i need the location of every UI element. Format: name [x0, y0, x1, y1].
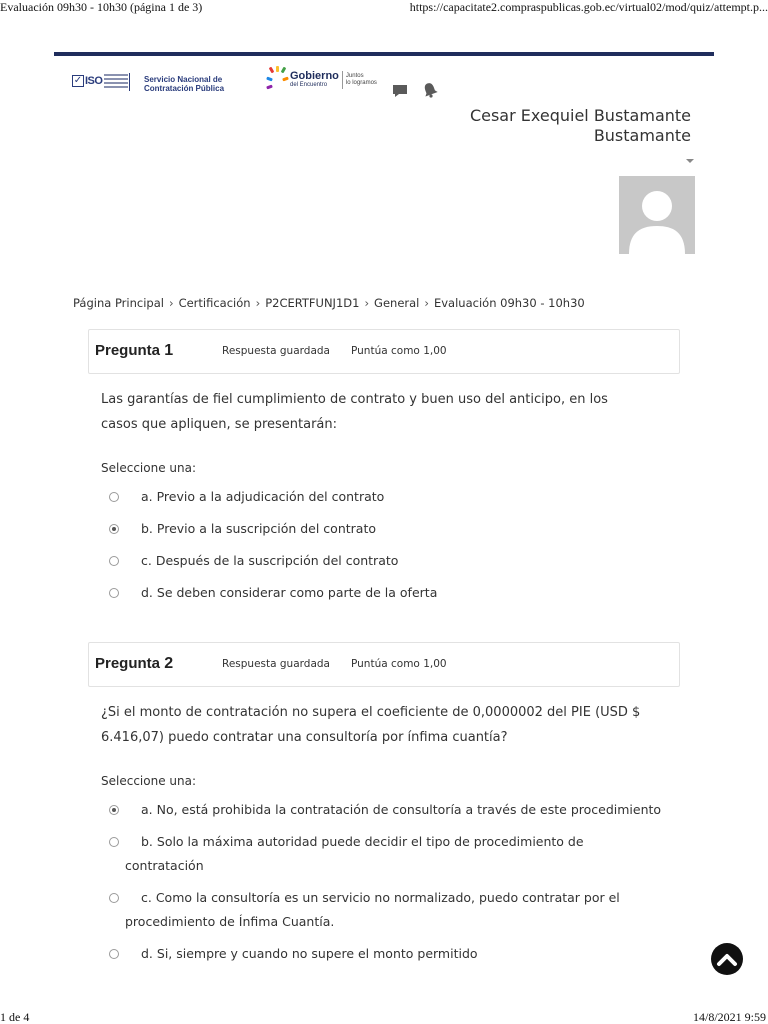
question-2-option-d[interactable]: [108, 942, 668, 966]
avatar[interactable]: [619, 176, 695, 254]
gobierno-logo: [268, 67, 377, 93]
option-label: b. Solo la máxima autoridad puede decidir el tipo de procedimiento de: [141, 834, 584, 849]
question-2-option-b[interactable]: [108, 830, 668, 878]
radio-button[interactable]: [109, 949, 119, 959]
gobierno-motto-2: lo logramos: [345, 80, 377, 86]
iso-label: ISO: [85, 75, 103, 87]
logo-divider: [129, 73, 130, 91]
radio-button[interactable]: [109, 893, 119, 903]
question-2-option-a[interactable]: [108, 798, 668, 822]
chevron-right-icon: ›: [168, 296, 174, 310]
sercop-line-2: Contratación Pública: [144, 84, 225, 93]
gobierno-subtitle: del Encuentro: [290, 82, 328, 88]
question-2-text: ¿Si el monto de contratación no supera el coeficiente de 0,0000002 del PIE (USD $ 6.416,07) puedo contratar una consultoría por ínfima cuantía?: [101, 705, 641, 745]
header-top-bar: [54, 52, 714, 56]
question-2-grade: Puntúa como 1,00: [351, 658, 447, 670]
scroll-to-top-button[interactable]: [711, 943, 743, 975]
bell-icon[interactable]: [422, 82, 438, 98]
option-label: b. Previo a la suscripción del contrato: [141, 521, 377, 536]
breadcrumb-course[interactable]: P2CERTFUNJ1D1: [265, 296, 360, 310]
radio-button[interactable]: [109, 556, 119, 566]
option-label: d. Se deben considerar como parte de la oferta: [141, 585, 438, 600]
option-label: a. Previo a la adjudicación del contrato: [141, 489, 385, 504]
option-label: c. Después de la suscripción del contrato: [141, 553, 399, 568]
sun-rays-icon: [268, 67, 288, 93]
option-label: a. No, está prohibida la contratación de consultoría a través de este procedimiento: [141, 802, 662, 817]
iso-certification-logo: [72, 73, 128, 89]
breadcrumb-general[interactable]: General: [374, 296, 420, 310]
print-title: Evaluación 09h30 - 10h30 (página 1 de 3): [0, 0, 203, 14]
breadcrumb: [73, 296, 585, 310]
radio-button-selected[interactable]: [109, 805, 119, 815]
user-menu-name[interactable]: Cesar Exequiel Bustamante Bustamante: [469, 106, 691, 145]
question-1-text: Las garantías de fiel cumplimiento de contrato y buen uso del anticipo, en los casos que apliquen, se presentarán:: [101, 392, 608, 432]
chevron-right-icon: ›: [255, 296, 261, 310]
caret-down-icon[interactable]: [686, 159, 694, 163]
radio-button[interactable]: [109, 492, 119, 502]
question-2-prompt: Seleccione una:: [101, 774, 196, 788]
chevron-right-icon: ›: [364, 296, 370, 310]
option-label: d. Si, siempre y cuando no supere el monto permitido: [141, 946, 478, 961]
print-url: https://capacitate2.compraspublicas.gob.ec/virtual02/mod/quiz/attempt.p...: [409, 0, 768, 14]
radio-button[interactable]: [109, 837, 119, 847]
question-1-info: [88, 329, 680, 374]
gobierno-title: Gobierno: [290, 70, 339, 82]
question-1-number: Pregunta 1: [95, 342, 174, 359]
question-2-state: Respuesta guardada: [222, 658, 330, 670]
chat-bubble-icon[interactable]: [392, 84, 408, 98]
option-label-continued: procedimiento de Ínfima Cuantía.: [125, 914, 335, 929]
question-2-number: Pregunta 2: [95, 655, 174, 672]
gobierno-motto-1: Juntos: [345, 73, 364, 79]
question-2-info: [88, 642, 680, 687]
radio-button-selected[interactable]: [109, 524, 119, 534]
question-2-option-c[interactable]: [108, 886, 668, 934]
breadcrumb-quiz[interactable]: Evaluación 09h30 - 10h30: [433, 296, 585, 310]
print-page-number: 1 de 4: [0, 1010, 30, 1024]
question-1-state: Respuesta guardada: [222, 345, 330, 357]
sercop-line-1: Servicio Nacional de: [144, 75, 223, 84]
option-label: c. Como la consultoría es un servicio no normalizado, puedo contratar por el: [141, 890, 620, 905]
option-label-continued: contratación: [125, 858, 204, 873]
breadcrumb-certificacion[interactable]: Certificación: [178, 296, 251, 310]
radio-button[interactable]: [109, 588, 119, 598]
question-1-grade: Puntúa como 1,00: [351, 345, 447, 357]
chevron-right-icon: ›: [424, 296, 429, 310]
breadcrumb-home[interactable]: Página Principal: [73, 296, 164, 310]
question-1-option-a[interactable]: [108, 485, 668, 509]
chevron-up-circle-icon: [711, 943, 743, 975]
question-1-option-b[interactable]: [108, 517, 668, 541]
question-1-prompt: Seleccione una:: [101, 461, 196, 475]
print-datetime: 14/8/2021 9:59: [692, 1010, 766, 1024]
question-1-option-c[interactable]: [108, 549, 668, 573]
sercop-logo[interactable]: [144, 75, 224, 93]
question-1-option-d[interactable]: [108, 581, 668, 605]
check-icon: ✓: [73, 75, 83, 86]
